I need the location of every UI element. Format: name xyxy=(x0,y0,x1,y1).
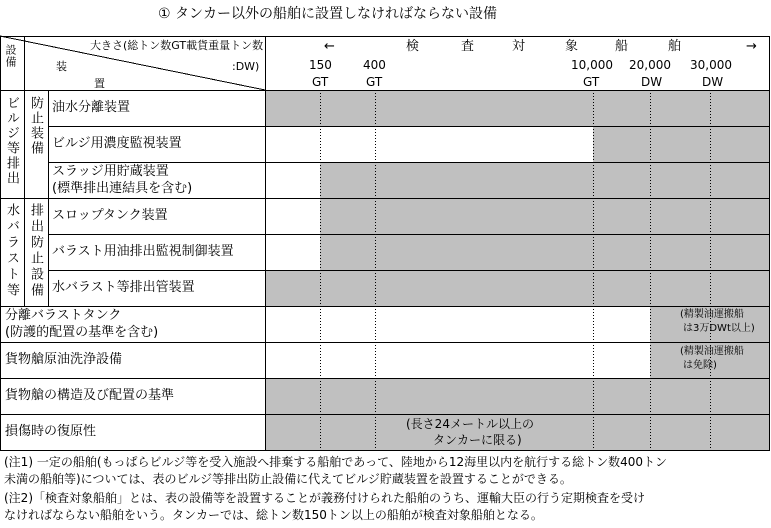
group-ballast: 水バラスト等 xyxy=(4,203,19,299)
shade-row-slop xyxy=(320,198,770,234)
cell-note: は3万DWt以上) xyxy=(683,323,755,334)
inspection-char: 査 xyxy=(461,39,475,54)
row-label: スラッジ用貯蔵装置 xyxy=(52,164,169,179)
row-label: 貨物艙の構造及び配置の基準 xyxy=(5,388,175,403)
threshold-value: 150 xyxy=(309,58,332,72)
arrow-right-icon: → xyxy=(746,39,757,54)
threshold-unit: DW xyxy=(702,75,724,89)
threshold-unit: GT xyxy=(583,75,600,89)
threshold-value: 10,000 xyxy=(571,58,613,72)
footnote: 未満の船舶等)については、表のビルジ等排出防止設備に代えてビルジ貯蔵装置を設置することができる。 xyxy=(4,472,572,486)
dw-label: :DW) xyxy=(232,60,260,73)
inspection-char: 象 xyxy=(565,39,579,54)
inspection-char: 対 xyxy=(512,39,526,54)
row-label: スロップタンク装置 xyxy=(52,208,168,223)
group-bilge: ビルジ等排出 xyxy=(4,96,19,186)
row-label: バラスト用油排出監視制御装置 xyxy=(52,244,234,259)
threshold-unit: GT xyxy=(366,75,383,89)
cell-note: (長さ24メートル以上の xyxy=(406,417,534,431)
arrow-left-icon: ← xyxy=(324,39,335,54)
cell-note: は免除) xyxy=(683,360,717,371)
size-label: 大きさ(総トン数GT載貨重量トン数 xyxy=(90,39,264,52)
threshold-unit: DW xyxy=(641,75,663,89)
row-label: 水バラスト等排出管装置 xyxy=(52,280,195,295)
row-label: 油水分離装置 xyxy=(52,100,131,115)
row-label-sub: (防護的配置の基準を含む) xyxy=(5,325,159,340)
threshold-value: 400 xyxy=(363,58,386,72)
equipment-col-header: 設備 xyxy=(4,44,17,68)
inspection-char: 舶 xyxy=(668,39,682,54)
shade-row-ballast-pipe xyxy=(265,270,770,306)
threshold-value: 30,000 xyxy=(690,58,732,72)
device-label-1: 装 xyxy=(56,60,67,73)
group-ballast-prevention: 排出防止設備 xyxy=(28,203,43,299)
inspection-char: 船 xyxy=(615,39,629,54)
footnote: (注2)「検査対象船舶」とは、表の設備等を設置することが義務付けられた船舶のうち、運輸大臣の行う定期検査を受け xyxy=(4,491,646,505)
row-label: ビルジ用濃度監視装置 xyxy=(52,136,182,151)
cell-note: (精製油運搬船 xyxy=(680,346,744,357)
row-label: 損傷時の復原性 xyxy=(5,424,97,439)
shade-row-sludge xyxy=(320,162,770,198)
shade-row-cargo xyxy=(265,378,770,414)
row-label: 貨物艙原油洗浄設備 xyxy=(5,352,123,367)
row-label-sub: (標準排出連結具を含む) xyxy=(52,181,193,196)
page-title: ① タンカー以外の船舶に設置しなければならない設備 xyxy=(158,6,497,22)
device-label-2: 置 xyxy=(94,77,105,90)
row-label: 分離バラストタンク xyxy=(5,308,122,323)
threshold-unit: GT xyxy=(312,75,329,89)
cell-note: (精製油運搬船 xyxy=(680,309,744,320)
shade-row-ballast-monitor xyxy=(320,234,770,270)
group-bilge-prevention: 防止装備 xyxy=(28,96,43,156)
threshold-value: 20,000 xyxy=(629,58,671,72)
footnote: なければならない船舶をいう。タンカーでは、総トン数150トン以上の船舶が検査対象船舶となる。 xyxy=(4,508,543,522)
footnote: (注1) 一定の船舶(もっぱらビルジ等を受入施設へ排棄する船舶であって、陸地から12海里以内を航行する総トン数400トン xyxy=(4,455,668,469)
cell-note: タンカーに限る) xyxy=(433,433,522,447)
shade-row-oil-water xyxy=(265,90,770,126)
inspection-char: 検 xyxy=(406,39,420,54)
shade-row-bilge-monitor xyxy=(593,126,770,162)
